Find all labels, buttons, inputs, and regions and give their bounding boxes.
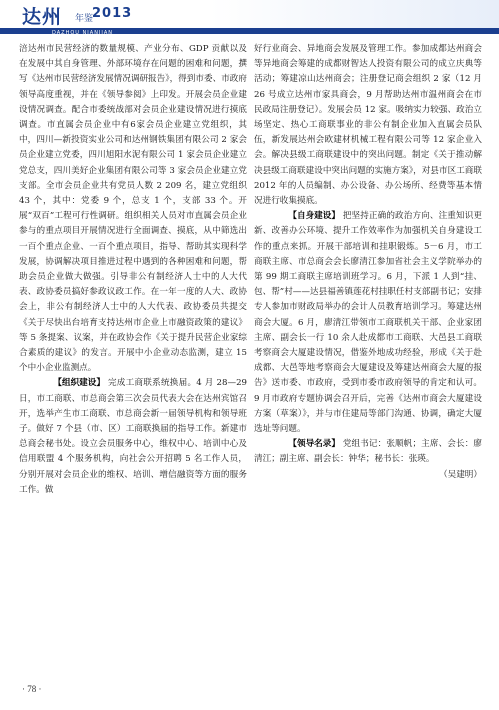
section-tag-organization: 【组织建设】 (53, 378, 105, 389)
self-building-section (254, 209, 482, 437)
right-paragraph-3: 党组书记：张顺帆；主席、会长：廖清江；副主席、副会长：钟华；秘书长：张瑛。 (254, 439, 482, 465)
right-column (254, 42, 482, 483)
left-paragraph-2: 完成工商联系统换届。4 月 28—29 日，市工商联、市总商会第三次会员代表大会在达州宾馆召开，选举产生市工商联、市总商会新一届领导机构和领导班子。做好 7 个县（市、区）工商联换届的指导工作。新建市总商会秘书处。设立会员服务中心，维权中心、培训中心及信用联盟 4 个服务机构，向社会公开招聘 5 名工作人员，分别开展对会员企业的维权、培训、增信融资等方面的服务工作。做 (19, 378, 247, 495)
author-credit: （吴建明） (439, 469, 482, 480)
organization-section (19, 376, 247, 498)
left-paragraph-1: 涪达州市民营经济的数量规模、产业分布、GDP 贡献以及在发展中其自身管理、外部环境存在问题的困难和问题，撰写《达州市民营经济发展情况调研报告》，得到市委、市政府领导高度重视，并在《领导参阅》上印发。开展会员企业建设情况调查。配合市委统战部对会员企业建设情况进行摸底调查。市直属会员企业中有6家会员企业建立党组织，其中，四川—新投资实业公司和达州钢铁集团有限公司 2 家会员企业建立党委，四川旭阳水泥有限公司 1 家会员企业建立党总支，四川美好企业集团有限公司等 3 家会员企业建立党支部。全市会员企业共有党员人数 2 209 名，建立党组织 43 个，其中：党委 9 个，总支 1 个，支部 33 个。开展“双百”工程可行性调研。组织相关人员对市直属会员企业参与的重点项目开展情况进行全面调查、摸底，从中筛选出一百个重点企业、一百个重点项目，指导、帮助其实现科学发展，协调解决项目推进过程中遇到的各种困难和问题，帮助会员企业做大做强。引导非公有制经济人士中的人大代表、政协委员搞好参政议政工作。在一年一度的人大、政协会上，非公有制经济人士中的人大代表、政协委员共提交《关于尽快出台培育支持达州市企业上市融资政策的建议》等 5 条提案、议案，并在政协会作《关于提升民营企业家综合素质的建议》的发言。开展中小企业动态监测，建立 15 个中小企业监测点。 (19, 44, 247, 374)
section-tag-self-building: 【自身建设】 (288, 211, 340, 222)
page-header (0, 0, 499, 38)
left-column (19, 42, 247, 498)
yearbook-title: 达州 (22, 6, 63, 28)
right-paragraph-2: 把坚持正确的政治方向、注重知识更新、改善办公环境、提升工作效率作为加强机关自身建设工作的重点来抓。开展干部培训和挂职锻炼。5－6 月，市工商联主席、市总商会会长廖清江参加省社会主义学院举办的第 99 期工商联主席培训班学习。6 月，下派 1 人到“挂、包、帮”村——达县福善镇莲花村挂职任村支部副书记；安排专人参加市财政局举办的会计人员教育培训学习。筹建达州商会大厦。6 月，廖清江带领市工商联机关干部、企业家团主席、副会长一行 10 余人赴成都市工商联、大邑县工商联考察商会大厦建设情况，借鉴外地成功经验，形成《关于赴成都、大邑等地考察商会大厦建设及筹建达州商会大厦的报告》送市委、市政府，受到市委市政府领导的肯定和认可。9 月市政府专题协调会召开后，完善《达州市商会大厦建设方案（草案）》，并与市住建局等部门沟通、协调，确定大厦选址等问题。 (254, 211, 482, 435)
yearbook-year: 2013 (92, 6, 133, 21)
yearbook-subtitle: DAZHOU NIANJIAN (52, 30, 114, 36)
section-tag-leadership: 【领导名录】 (288, 439, 340, 450)
page-number: · 78 · (22, 684, 42, 694)
leadership-section (254, 437, 482, 467)
yearbook-label: 年鉴 (75, 14, 94, 24)
right-paragraph-1: 好行业商会、异地商会发展及管理工作。参加成都达州商会等异地商会筹建的成都财智达人投资有限公司的成立庆典等活动；筹建凉山达州商会；注册登记商会组织 2 家（12 月 26 号成立达州市家具商会，9 月帮助达州市温州商会在市民政局注册登记）。发展会员 12 家。吸纳实力较强、政治立场坚定、热心工商联事业的非公有制企业加入直属会员队伍，新发展达州会欧建材机械工程有限公司等 12 家企业入会。解决县级工商联建设中的突出问题。制定《关于推动解决县级工商联建设中突出问题的实施方案》，对县市区工商联 2012 年的人员编制、办公设备、办公场所、经费等基本情况进行收集摸底。 (254, 44, 482, 207)
